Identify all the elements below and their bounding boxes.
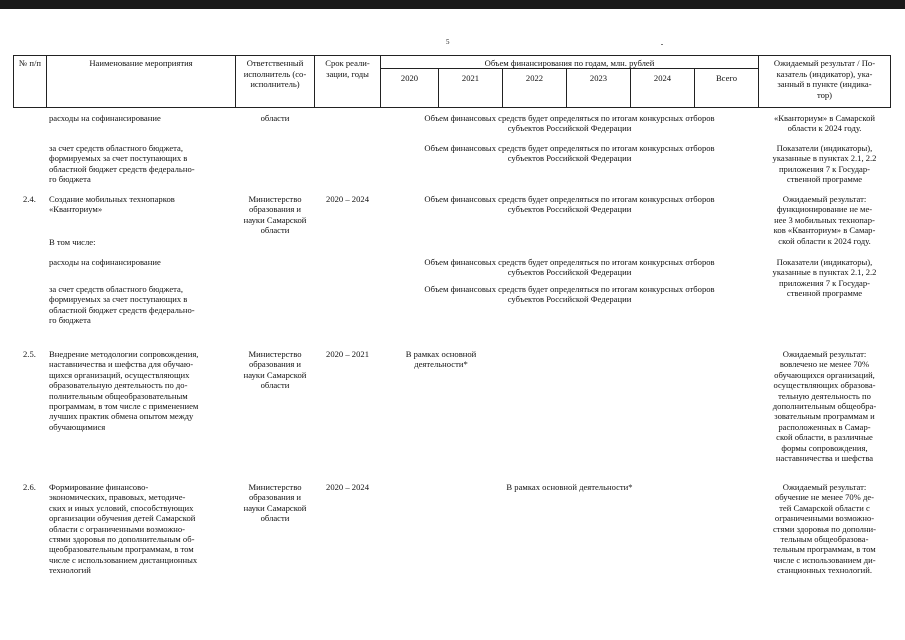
page-number: 5 xyxy=(446,38,450,46)
row-number: 2.4. xyxy=(23,194,36,204)
header-year-2024: 2024 xyxy=(653,73,672,83)
row-number: 2.6. xyxy=(23,482,36,492)
header-period: Срок реали- зации, годы xyxy=(325,58,370,79)
row-name: Создание мобильных технопарков «Кванториум» xyxy=(49,194,175,215)
row-financing: Объем финансовых средств будет определяться по итогам конкурсных отборов субъектов Российской Федерации xyxy=(424,284,715,305)
header-result: Ожидаемый результат / По- казатель (индикатор), ука- занный в пункте (индика- тор) xyxy=(773,58,876,100)
row-period: 2020 – 2024 xyxy=(326,194,369,204)
row-executor: Министерство образования и науки Самарской области xyxy=(243,482,307,524)
row-financing: В рамках основной деятельности* xyxy=(506,482,633,492)
row-result: Ожидаемый результат: обучение не менее 70% де- тей Самарской области с ограниченными возможно- стями здоровья по дополни- тельным общеобразова- тельным программам, в том числе с использованием ди- станционных технологий. xyxy=(772,482,877,576)
row-period: 2020 – 2021 xyxy=(326,349,369,359)
header-year-2020: 2020 xyxy=(400,73,419,83)
row-period: 2020 – 2024 xyxy=(326,482,369,492)
header-name: Наименование мероприятия xyxy=(89,58,193,68)
header-year-2023: 2023 xyxy=(589,73,608,83)
header-year-2021: 2021 xyxy=(461,73,480,83)
header-total: Всего xyxy=(715,73,738,83)
header-year-2022: 2022 xyxy=(525,73,544,83)
row-name: расходы на софинансирование xyxy=(49,257,161,267)
header-num: № п/п xyxy=(19,58,41,68)
row-executor: Министерство образования и науки Самарской области xyxy=(243,349,307,391)
row-financing: Объем финансовых средств будет определяться по итогам конкурсных отборов субъектов Российской Федерации xyxy=(424,257,715,278)
row-financing: Объем финансовых средств будет определяться по итогам конкурсных отборов субъектов Российской Федерации xyxy=(424,113,715,134)
row-name: за счет средств областного бюджета, формируемых за счет поступающих в областной бюджет средств федерально- го бюджета xyxy=(49,284,195,326)
header-financing: Объем финансирования по годам, млн. рублей xyxy=(484,58,655,68)
row-financing: Объем финансовых средств будет определяться по итогам конкурсных отборов субъектов Российской Федерации xyxy=(424,194,715,215)
row-name: за счет средств областного бюджета, формируемых за счет поступающих в областной бюджет средств федерально- го бюджета xyxy=(49,143,195,185)
scan-top-border xyxy=(0,0,905,9)
row-result: Ожидаемый результат: вовлечено не менее 70% обучающихся организаций, осуществляющих образова- тельную деятельность по дополнительным общеобра- зовательным программам и расположенных в Самар- ской области, в различные формы сопровождения, наставничества и шефства xyxy=(772,349,877,464)
row-result: Ожидаемый результат: функционирование не ме- нее 3 мобильных технопар- ков «Кванториум» в Самар- ской области к 2024 году. xyxy=(773,194,876,246)
row-name: Формирование финансово- экономических, правовых, методиче- ских и иных условий, способствующих организации обучения детей Самарской области с ограниченными возможно- стями здоровья по дополнительным об- щеобразовательным программам, в том числе с использованием дистанционных технологий xyxy=(49,482,198,576)
scan-speck xyxy=(661,44,663,45)
row-including: В том числе: xyxy=(49,237,96,247)
row-result: «Кванториум» в Самарской области к 2024 году. xyxy=(774,113,875,134)
row-result: Показатели (индикаторы), указанные в пунктах 2.1, 2.2 приложения 7 к Государ- ственной программе xyxy=(772,257,877,299)
row-financing: Объем финансовых средств будет определяться по итогам конкурсных отборов субъектов Российской Федерации xyxy=(424,143,715,164)
row-executor: Министерство образования и науки Самарской области xyxy=(243,194,307,236)
row-name: Внедрение методологии сопровождения, наставничества и шефства для обучаю- щихся организаций, осуществляющих образовательную деятельность по до- полнительным общеобразовательным программам, в том числе с применением лучших практик обмена опытом между обучающимися xyxy=(49,349,199,432)
header-executor: Ответственный исполнитель (со- исполнитель) xyxy=(243,58,307,90)
row-executor: области xyxy=(260,113,290,123)
row-financing: В рамках основной деятельности* xyxy=(405,349,477,370)
row-name: расходы на софинансирование xyxy=(49,113,161,123)
row-result: Показатели (индикаторы), указанные в пунктах 2.1, 2.2 приложения 7 к Государ- ственной программе xyxy=(772,143,877,185)
row-number: 2.5. xyxy=(23,349,36,359)
